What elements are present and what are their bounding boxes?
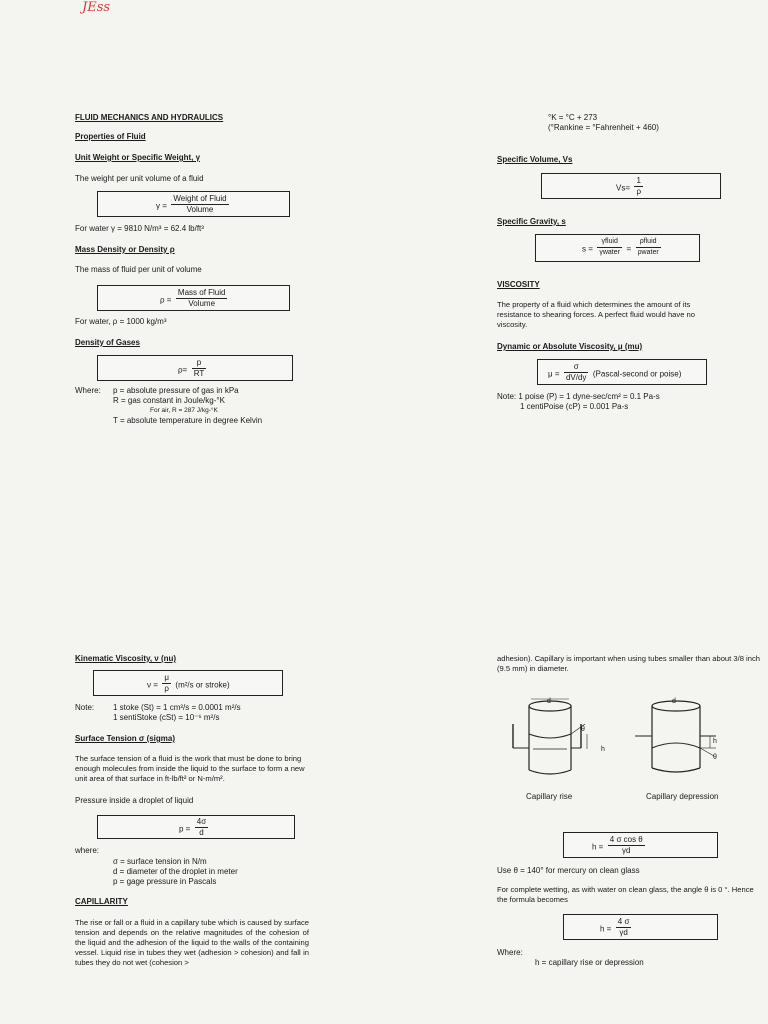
depression-h-label: h [713,738,717,745]
density-gases-numerator: p [192,358,207,369]
sg-denominator-1: γwater [599,249,620,256]
droplet-where-label: where: [75,846,100,855]
surface-tension-description: The surface tension of a fluid is the work that must be done to bring enough molecules from inside the liquid to the surface to form a new unit area of that surface in ft-lb/ft² or N-m/m². [75,754,305,783]
dynamic-viscosity-heading: Dynamic or Absolute Viscosity, μ (mu) [497,342,643,351]
droplet-pressure-denominator: d [199,828,204,837]
viscosity-description: The property of a fluid which determines the amount of its resistance to shearing forces. A perfect fluid would have no viscosity. [497,300,695,329]
dynamic-viscosity-lhs: μ = [548,369,560,379]
kinematic-viscosity-formula-box [93,670,283,696]
gases-where-label: Where: [75,386,101,395]
gases-where-r: R = gas constant in Joule/kg-°K [113,396,225,405]
droplet-pressure-numerator: 4σ [196,817,207,826]
gases-where-t: T = absolute temperature in degree Kelvin [113,416,263,425]
capillary-depression-caption: Capillary depression [646,792,719,801]
unit-weight-formula-box [97,191,290,217]
unit-weight-note: For water γ = 9810 N/m³ = 62.4 lb/ft³ [75,224,204,233]
viscosity-heading: VISCOSITY [497,280,540,289]
specific-volume-heading: Specific Volume, Vs [497,155,573,164]
rankine-conversion: (°Rankine = °Fahrenheit + 460) [548,123,659,132]
section-subtitle: Properties of Fluid [75,132,146,141]
density-gases-heading: Density of Gases [75,338,140,347]
corner-mark: JEss [82,0,111,15]
droplet-where-d: d = diameter of the droplet in meter [113,867,238,876]
unit-weight-heading: Unit Weight or Specific Weight, γ [75,153,201,162]
dynamic-viscosity-numerator: σ [564,362,588,373]
capillary-height-simplified-denominator: γd [619,928,628,937]
dynamic-viscosity-formula-box [537,359,707,385]
dynamic-viscosity-denominator: dV/dy [565,373,587,382]
dynamic-viscosity-unit: (Pascal-second or poise) [592,369,682,379]
capillary-height-simplified-box [563,914,718,940]
kinematic-viscosity-denominator: ρ [164,684,169,693]
document-title: FLUID MECHANICS AND HYDRAULICS [75,113,224,122]
capillary-height-numerator: 4 σ cos θ [609,835,643,844]
gases-where-air: For air, R = 287 J/kg-°K [150,407,218,414]
kinematic-viscosity-unit: (m²/s or stroke) [175,680,230,690]
sg-denominator-2: ρwater [637,249,659,256]
kelvin-conversion: °K = °C + 273 [548,113,598,122]
unit-weight-denominator: Volume [186,205,214,214]
dynamic-viscosity-note-1: Note: 1 poise (P) = 1 dyne-sec/cm² = 0.1 Pa-s [497,392,660,401]
mass-density-denominator: Volume [188,299,216,308]
kinematic-viscosity-lhs: ν = [147,680,158,690]
specific-volume-numerator: 1 [634,176,643,187]
droplet-pressure-lhs: p = [179,824,191,834]
capillarity-heading: CAPILLARITY [75,897,128,906]
droplet-where-sigma: σ = surface tension in N/m [113,857,207,866]
mass-density-numerator: Mass of Fluid [177,288,226,297]
depression-d-label: d [672,698,676,705]
sg-equals: = [626,244,632,254]
kinematic-viscosity-heading: Kinematic Viscosity, ν (nu) [75,654,177,663]
unit-weight-lhs: γ = [156,201,167,211]
capillary-height-lhs: h = [592,842,604,852]
kinematic-note-label: Note: [75,703,95,712]
capillary-height-simplified-numerator: 4 σ [617,917,630,926]
kinematic-note-2: 1 sentiStoke (cSt) = 10⁻⁶ m²/s [113,713,220,722]
unit-weight-numerator: Weight of Fluid [173,194,227,203]
wetting-note: For complete wetting, as with water on clean glass, the angle θ is 0 °. Hence the formula becomes [497,885,754,904]
adhesion-text: adhesion). Capillary is important when using tubes smaller than about 3/8 inch (9.5 mm) in diameter. [497,654,760,673]
mass-density-formula-box [97,285,290,311]
specific-volume-denominator: ρ [636,187,642,196]
capillary-where-label: Where: [497,948,523,957]
sg-numerator-1: γfluid [597,237,622,248]
capillary-height-simplified-lhs: h = [600,924,612,934]
mass-density-lhs: ρ = [160,295,172,305]
unit-weight-description: The weight per unit volume of a fluid [75,174,204,183]
capillary-where-h: h = capillary rise or depression [535,958,644,967]
rise-h-label: h [601,746,605,753]
density-gases-lhs: ρ= [178,365,188,375]
kinematic-note-1: 1 stoke (St) = 1 cm²/s = 0.0001 m²/s [113,703,241,712]
density-gases-formula-box [97,355,293,381]
capillary-rise-figure [505,696,605,780]
dynamic-viscosity-note-2: 1 centiPoise (cP) = 0.001 Pa-s [520,402,629,411]
specific-gravity-lhs: s = [582,244,593,254]
mass-density-heading: Mass Density or Density ρ [75,245,175,254]
droplet-where-p: p = gage pressure in Pascals [113,877,217,886]
surface-tension-heading: Surface Tension σ (sigma) [75,734,176,743]
capillary-height-formula-box [563,832,718,858]
specific-gravity-formula-box [535,234,700,262]
density-gases-denominator: RT [193,369,205,378]
gases-where-p: p = absolute pressure of gas in kPa [113,386,239,395]
depression-theta-label: θ [713,754,717,761]
kinematic-viscosity-numerator: μ [164,673,169,682]
droplet-pressure-label: Pressure inside a droplet of liquid [75,796,194,805]
mass-density-description: The mass of fluid per unit of volume [75,265,202,274]
capillary-rise-caption: Capillary rise [526,792,573,801]
specific-volume-formula-box [541,173,721,199]
capillarity-description: The rise or fall or a fluid in a capillary tube which is caused by surface tension and depends on the relative magnitudes of the cohesion of the liquid and the adhesion of the liquid to the walls of the containing vessel. Liquid rise in tubes they wet (adhesion > cohesion) and fall in tubes they do not wet (cohesion > [75,918,309,967]
rise-theta-label: θ [581,726,585,733]
mercury-note: Use θ = 140° for mercury on clean glass [497,866,640,875]
sg-numerator-2: ρfluid [636,237,661,248]
mass-density-note: For water, ρ = 1000 kg/m³ [75,317,167,326]
rise-d-label: d [547,698,551,705]
droplet-pressure-formula-box [97,815,295,839]
specific-gravity-heading: Specific Gravity, s [497,217,566,226]
capillary-height-denominator: γd [622,846,631,855]
specific-volume-lhs: Vs= [616,183,631,193]
